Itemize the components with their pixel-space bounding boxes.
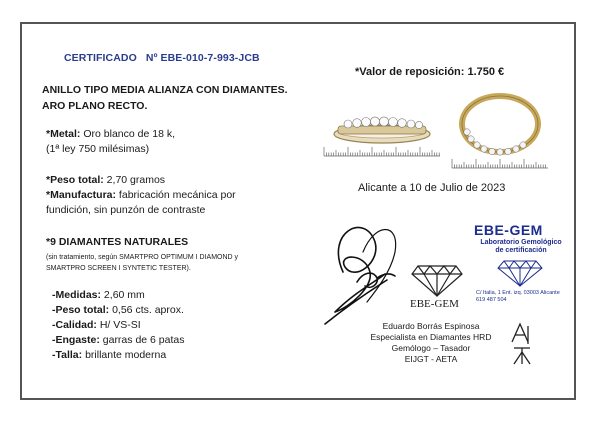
valuation-label: *Valor de reposición:	[355, 66, 465, 78]
ring-title	[42, 82, 288, 114]
signer-block	[346, 321, 516, 365]
ring-angled-view	[462, 96, 538, 155]
quality-value: H/ VS-SI	[96, 319, 141, 331]
diamonds-title: *9 DIAMANTES NATURALES	[46, 236, 189, 248]
valuation	[355, 66, 504, 78]
metal-value: Oro blanco de 18 k,	[80, 128, 175, 140]
signer-role3: EIJGT - AETA	[404, 354, 458, 364]
stamp-address-line: C/ Italia, 1 Ent. izq. 03003 Alicante	[476, 290, 560, 296]
diamond-details	[52, 288, 184, 363]
valuation-value: 1.750 €	[464, 66, 505, 78]
diamonds-note-line1: (sin tratamiento, según SMARTPRO OPTIMUM I DIAMOND y	[46, 254, 239, 261]
certificate-number: Nº EBE-010-7-993-JCB	[145, 52, 260, 64]
setting-label: -Engaste:	[52, 334, 100, 346]
measures-value: 2,60 mm	[101, 289, 145, 301]
stamp-title: EBE-GEM	[474, 222, 543, 238]
aeta-logo-icon	[508, 322, 536, 366]
stamp-diamond-icon	[496, 258, 544, 288]
manufacture-value: fabricación mecánica por	[116, 189, 236, 201]
cut-label: -Talla:	[52, 349, 83, 361]
weight-spec	[46, 173, 236, 218]
metal-line2: (1ª ley 750 milésimas)	[46, 143, 150, 155]
metal-spec	[46, 127, 175, 157]
measures-label: -Medidas:	[52, 289, 102, 301]
certificate-title	[64, 52, 260, 64]
signer-role1: Especialista en Diamantes HRD	[370, 332, 492, 342]
manufacture-line2: fundición, sin punzón de contraste	[46, 204, 206, 216]
ring-title-line1: ANILLO TIPO MEDIA ALIANZA CON DIAMANTES.	[42, 84, 288, 96]
signer-name: Eduardo Borrás Espinosa	[382, 321, 480, 331]
signer-role2: Gemólogo – Tasador	[391, 343, 471, 353]
quality-label: -Calidad:	[52, 319, 97, 331]
ring-photo	[320, 86, 552, 172]
stamp-line1: Laboratorio Gemológico	[480, 239, 562, 246]
diamonds-note-line2: SMARTPRO SCREEN I SYNTETIC TESTER).	[46, 265, 191, 272]
manufacture-label: *Manufactura:	[46, 189, 117, 201]
signature	[315, 212, 415, 332]
diamonds-section	[46, 235, 238, 274]
stamp-lab	[476, 239, 566, 255]
diamond-logo-icon	[410, 262, 464, 298]
total-weight-value: 0,56 cts. aprox.	[109, 304, 184, 316]
stamp-line2: de certificación	[495, 247, 547, 254]
stamp-address	[476, 290, 566, 304]
cut-value: brillante moderna	[82, 349, 167, 361]
ring-title-line2: ARO PLANO RECTO.	[42, 100, 148, 112]
weight-value: 2,70 gramos	[103, 174, 166, 186]
setting-value: garras de 6 patas	[99, 334, 185, 346]
ebe-gem-logo-text: EBE-GEM	[410, 298, 459, 310]
metal-label: *Metal:	[46, 128, 81, 140]
weight-label: *Peso total:	[46, 174, 104, 186]
ruler-right	[452, 159, 548, 168]
ruler-left	[324, 147, 440, 156]
issue-date: Alicante a 10 de Julio de 2023	[358, 182, 506, 194]
stamp-phone: 619 487 504	[476, 297, 507, 303]
ring-side-view	[334, 117, 430, 143]
certificate-label: CERTIFICADO	[64, 52, 137, 64]
total-weight-label: -Peso total:	[52, 304, 110, 316]
